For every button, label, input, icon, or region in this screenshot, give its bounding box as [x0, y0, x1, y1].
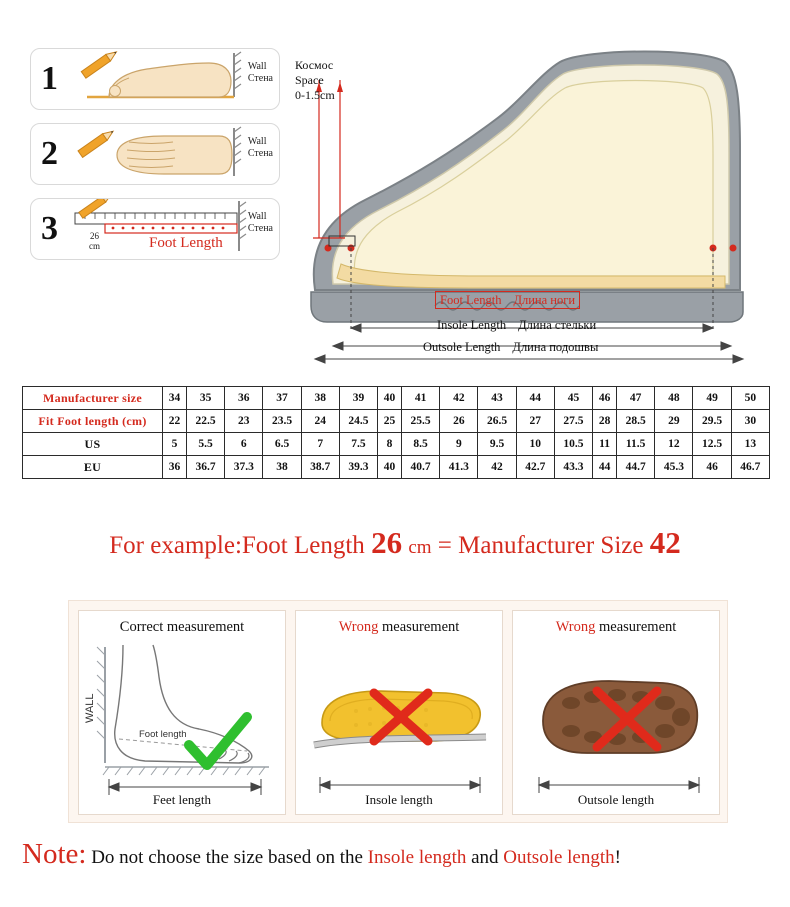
cell: 10.5 [554, 433, 592, 456]
svg-text:WALL: WALL [84, 693, 96, 723]
panel-wrong-insole [295, 610, 503, 815]
step-2-wall-en: Wall [247, 136, 267, 147]
panel-wrong-outsole [512, 610, 720, 815]
cell: 37.3 [225, 456, 263, 479]
insole-length-en: Insole Length [437, 318, 507, 332]
step-2 [30, 123, 280, 185]
cell: 12.5 [693, 433, 731, 456]
table-row [23, 456, 770, 479]
cell: 40 [378, 456, 402, 479]
note-word: Note: [22, 838, 87, 870]
cell: 26.5 [478, 410, 516, 433]
panel-3-title-rest: measurement [599, 619, 677, 635]
cell: 29.5 [693, 410, 731, 433]
panel-correct-measurement [78, 610, 286, 815]
cell: 50 [731, 387, 769, 410]
cell: 42.7 [516, 456, 554, 479]
panel-1-caption: Feet length [152, 792, 212, 807]
cell: 11 [593, 433, 617, 456]
cell: 7.5 [339, 433, 377, 456]
cell: 11.5 [617, 433, 655, 456]
panel-1-title [79, 619, 285, 636]
cell: 27.5 [554, 410, 592, 433]
cell: 45 [554, 387, 592, 410]
panel-3-caption: Outsole length [577, 792, 655, 807]
note-and: and [471, 847, 499, 868]
cell: 36.7 [186, 456, 224, 479]
row-label-us: US [23, 433, 163, 456]
cell: 28.5 [617, 410, 655, 433]
panel-1-title-rest: measurement [166, 619, 245, 635]
row-label-fit-foot-length: Fit Foot length (cm) [23, 410, 163, 433]
cell: 7 [301, 433, 339, 456]
cell: 38 [301, 387, 339, 410]
step-3-cm-label [89, 231, 100, 251]
step-2-wall-label [248, 136, 273, 160]
space-label [295, 58, 335, 103]
table-row [23, 433, 770, 456]
space-value: 0-1.5cm [295, 88, 335, 102]
cell: 38 [263, 456, 301, 479]
cell: 22.5 [186, 410, 224, 433]
cell: 24.5 [339, 410, 377, 433]
step-1-wall-label [248, 61, 273, 85]
cell: 41 [402, 387, 440, 410]
cell: 44 [516, 387, 554, 410]
size-table-element [22, 386, 770, 479]
example-prefix: For example:Foot Length [109, 532, 365, 559]
outsole-length-ru: Длина подошвы [512, 340, 599, 354]
example-unit: cm [408, 537, 432, 558]
step-3-cm-value: 26 [90, 231, 99, 241]
shoe-svg [285, 40, 785, 360]
row-label-eu: EU [23, 456, 163, 479]
panel-1-illustration [79, 637, 287, 807]
outsole-dimension-line [285, 345, 785, 385]
cell: 42 [478, 456, 516, 479]
example-line [0, 525, 790, 561]
cell: 30 [731, 410, 769, 433]
space-label-en: Space [295, 73, 324, 87]
panel-1-title-prefix: Correct [119, 619, 164, 635]
table-row [23, 387, 770, 410]
cell: 45.3 [655, 456, 693, 479]
cell: 43 [478, 387, 516, 410]
cell: 8 [378, 433, 402, 456]
step-1-illustration [69, 49, 259, 111]
example-equals: = Manufacturer Size [437, 532, 644, 559]
top-section [0, 0, 790, 365]
panel-2-title-rest: measurement [382, 619, 460, 635]
size-table-body [23, 387, 770, 479]
cell: 5.5 [186, 433, 224, 456]
row-label-manufacturer-size: Manufacturer size [23, 387, 163, 410]
cell: 44 [593, 456, 617, 479]
cell: 24 [301, 410, 339, 433]
cell: 38.7 [301, 456, 339, 479]
step-1-wall-ru: Стена [247, 73, 273, 84]
cell: 23.5 [263, 410, 301, 433]
panel-3-title [513, 619, 719, 636]
size-table [22, 386, 770, 479]
note-end: ! [614, 847, 621, 868]
step-1-wall-en: Wall [247, 61, 267, 72]
svg-text:Foot length: Foot length [139, 729, 187, 740]
cell: 12 [655, 433, 693, 456]
insole-length-ru: Длина стельки [518, 318, 597, 332]
cell: 9.5 [478, 433, 516, 456]
cell: 41.3 [440, 456, 478, 479]
cell: 25.5 [402, 410, 440, 433]
note-text: Do not choose the size based on the [91, 847, 363, 868]
step-3-wall-label [248, 211, 273, 235]
foot-length-en: Foot Length [440, 293, 502, 307]
cell: 23 [225, 410, 263, 433]
cell: 40 [378, 387, 402, 410]
space-label-ru: Космос [295, 58, 334, 72]
cell: 42 [440, 387, 478, 410]
note-outsole-length: Outsole length [503, 847, 615, 868]
outsole-length-en: Outsole Length [423, 340, 501, 354]
measurement-steps [30, 48, 280, 273]
cell: 26 [440, 410, 478, 433]
cell: 29 [655, 410, 693, 433]
panel-2-title-prefix: Wrong [338, 619, 379, 635]
cell: 6 [225, 433, 263, 456]
measure-insole-length [437, 318, 596, 333]
step-3 [30, 198, 280, 260]
cell: 40.7 [402, 456, 440, 479]
cell: 8.5 [402, 433, 440, 456]
cell: 43.3 [554, 456, 592, 479]
table-row [23, 410, 770, 433]
comparison-panels [68, 600, 728, 823]
cell: 36 [163, 456, 187, 479]
step-3-foot-length-label: Foot Length [149, 235, 223, 251]
step-1 [30, 48, 280, 110]
cell: 22 [163, 410, 187, 433]
cell: 25 [378, 410, 402, 433]
step-1-number: 1 [41, 60, 58, 97]
cell: 9 [440, 433, 478, 456]
cell: 35 [186, 387, 224, 410]
cell: 5 [163, 433, 187, 456]
cell: 13 [731, 433, 769, 456]
panel-3-illustration [513, 637, 721, 807]
panel-2-title [296, 619, 502, 636]
cell: 49 [693, 387, 731, 410]
cell: 39.3 [339, 456, 377, 479]
cell: 44.7 [617, 456, 655, 479]
step-3-number: 3 [41, 210, 58, 247]
example-foot-value: 26 [371, 525, 403, 560]
cell: 37 [263, 387, 301, 410]
cell: 36 [225, 387, 263, 410]
shoe-cutaway-diagram [285, 40, 785, 360]
cell: 34 [163, 387, 187, 410]
panel-2-illustration [296, 637, 504, 807]
step-3-cm-unit: cm [89, 241, 100, 251]
measure-foot-length [435, 293, 580, 308]
foot-length-ru: Длина ноги [513, 293, 576, 307]
cell: 48 [655, 387, 693, 410]
step-3-wall-ru: Стена [247, 223, 273, 234]
panel-2-caption: Insole length [365, 792, 433, 807]
cell: 47 [617, 387, 655, 410]
note-insole-length: Insole length [367, 847, 467, 868]
step-2-illustration [69, 124, 259, 186]
cell: 28 [593, 410, 617, 433]
step-3-wall-en: Wall [247, 211, 267, 222]
cell: 46 [693, 456, 731, 479]
cell: 27 [516, 410, 554, 433]
panel-3-title-prefix: Wrong [555, 619, 596, 635]
cell: 6.5 [263, 433, 301, 456]
step-2-number: 2 [41, 135, 58, 172]
step-2-wall-ru: Стена [247, 148, 273, 159]
cell: 46 [593, 387, 617, 410]
note-line [22, 838, 782, 871]
cell: 10 [516, 433, 554, 456]
cell: 46.7 [731, 456, 769, 479]
example-size-value: 42 [649, 525, 681, 560]
cell: 39 [339, 387, 377, 410]
